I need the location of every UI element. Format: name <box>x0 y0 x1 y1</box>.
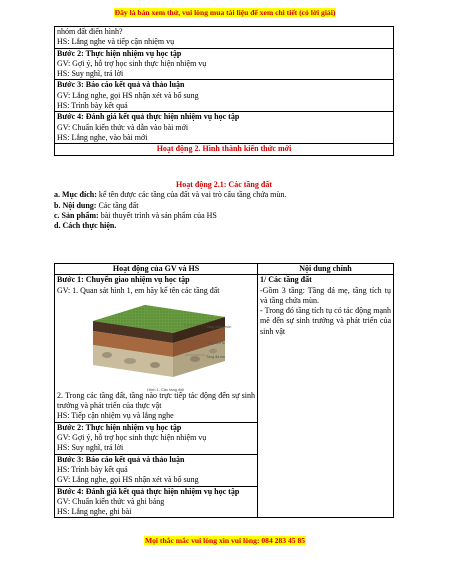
preview-banner <box>0 8 450 17</box>
content-label: b. Nội dung: <box>54 200 97 210</box>
step-title: Bước 4: Đánh giá kết quả thực hiện nhiệm vụ học tập <box>57 486 240 496</box>
step-title: Bước 4: Đánh giá kết quả thực hiện nhiệm vụ học tập <box>57 112 240 122</box>
step-title: Bước 2: Thực hiện nhiệm vụ học tập <box>57 48 182 58</box>
text-line: GV: Lắng nghe, gọi HS nhận xét và bổ sung <box>57 90 199 100</box>
content-line <box>54 201 394 211</box>
activity1-step2-cell <box>55 48 394 80</box>
main-content-cell <box>258 275 394 518</box>
question-2: 2. Trong các tầng đất, tầng nào trực tiếp tác động đến sự sinh trưởng và phát triển của thực vật <box>57 390 255 411</box>
figure-label-parent-rock: Tầng đá mẹ <box>206 354 226 359</box>
text-line: GV: Gợi ý, hỗ trợ học sinh thực hiện nhiệm vụ <box>57 433 207 443</box>
purpose-text: kể tên được các tầng của đất và vai trò cấu tầng chứa mùn. <box>96 190 287 200</box>
step3-cell <box>55 454 258 486</box>
activity1-step4-cell <box>55 112 394 144</box>
content-paragraph-2: - Trong đó tầng tích tụ có tác động mạnh mẽ đến sự sinh trưởng và phát triển của sinh vật <box>260 306 391 336</box>
step4-cell <box>55 486 258 518</box>
step-title: Bước 2: Thực hiện nhiệm vụ học tập <box>57 422 182 432</box>
step-title: Bước 1: Chuyển giao nhiệm vụ học tập <box>57 275 190 285</box>
content-text: Các tầng đất <box>96 200 139 210</box>
step-title: Bước 3: Báo cáo kết quả và thảo luận <box>57 80 185 90</box>
product-text: bài thuyết trình và sản phẩm của HS <box>98 210 217 220</box>
content-paragraph-1: -Gồm 3 tầng: Tầng đá mẹ, tầng tích tụ và tầng chứa mùn. <box>260 285 391 305</box>
purpose-label: a. Mục đích: <box>54 190 97 200</box>
soil-layers-figure <box>85 299 235 392</box>
figure-label-humus: Tầng chứa mùn <box>206 324 232 329</box>
step1-cell <box>55 275 258 422</box>
text-line: GV: Gợi ý, hỗ trợ học sinh thực hiện nhiệm vụ <box>57 58 207 68</box>
text-line: GV: Lắng nghe, gọi HS nhận xét và bổ sung <box>57 475 199 485</box>
figure-caption: Hình 1. Các tầng đất <box>147 386 184 392</box>
contact-banner-text: Mọi thắc mắc vui lòng xin vui lòng: 084 283 45 85 <box>144 536 306 545</box>
text-line: GV: Chuẩn kiến thức và dẫn vào bài mới <box>57 122 189 132</box>
header-left: Hoạt động của GV và HS <box>55 264 258 275</box>
text-line: HS: Suy nghĩ, trả lời <box>57 443 124 453</box>
activity1-intro-cell <box>55 27 394 49</box>
text-line: HS: Lắng nghe và tiếp cận nhiệm vụ <box>57 37 175 47</box>
product-line <box>54 211 394 221</box>
text-line: HS: Tiếp cận nhiệm vụ và lắng nghe <box>57 411 174 421</box>
text-line: nhóm đất điển hình? <box>57 27 123 36</box>
figure-label-accumulation: Tầng tích tụ <box>206 340 225 345</box>
step-title: Bước 3: Báo cáo kết quả và thảo luận <box>57 454 185 464</box>
preview-banner-text: Đây là bản xem thử, vui lòng mua tài liệu để xem chi tiết (có lời giải) <box>114 8 336 17</box>
text-line: HS: Trình bày kết quả <box>57 464 128 474</box>
text-line: HS: Suy nghĩ, trả lời <box>57 69 124 79</box>
question-1: GV: 1. Quan sát hình 1, em hãy kể tên các tầng đất <box>57 285 220 295</box>
activity21-intro <box>54 180 394 231</box>
activity21-table <box>54 263 394 518</box>
method-line: d. Cách thực hiện. <box>54 221 117 231</box>
purpose-line <box>54 190 394 200</box>
activity1-table <box>54 26 394 156</box>
activity1-step3-cell <box>55 80 394 112</box>
text-line: GV: Chuẩn kiến thức và ghi bảng <box>57 496 165 506</box>
text-line: HS: Trình bày kết quả <box>57 101 128 111</box>
step2-cell <box>55 422 258 454</box>
text-line: HS: Lắng nghe, ghi bài <box>57 507 132 517</box>
product-label: c. Sản phẩm: <box>54 210 99 220</box>
text-line: HS: Lắng nghe, vào bài mới <box>57 132 148 142</box>
content-title: 1/ Các tầng đất <box>260 275 312 285</box>
header-right: Nội dung chính <box>258 264 394 275</box>
activity21-title: Hoạt động 2.1: Các tầng đất <box>175 180 272 189</box>
contact-banner <box>0 536 450 545</box>
activity2-heading: Hoạt động 2. Hình thành kiến thức mới <box>55 144 394 155</box>
